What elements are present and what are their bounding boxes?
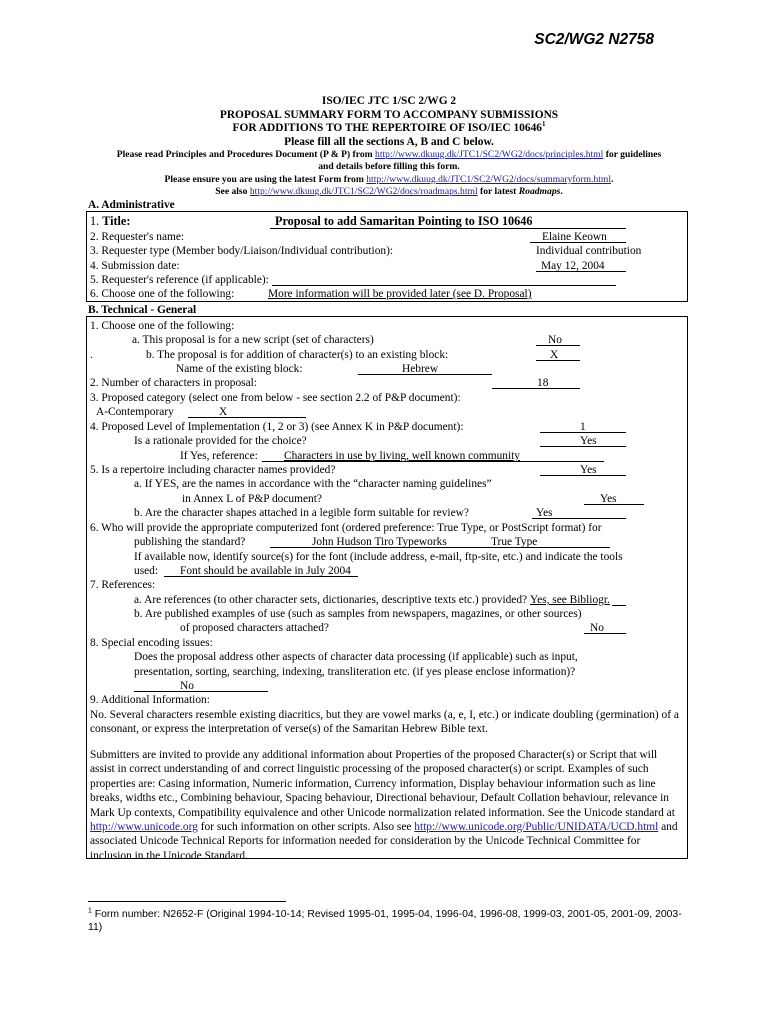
q4-rationale-label: Is a rationale provided for the choice?	[134, 435, 307, 447]
q4-rationale-underline	[540, 446, 626, 447]
q5b-label: b. Are the character shapes attached in a legible form suitable for review?	[134, 507, 469, 519]
q5a-underline	[584, 504, 644, 505]
principles-note: Please read Principles and Procedures Document (P & P) from http://www.dkuug.dk/JTC1/SC2/WG2/docs/principles.html for guidelines	[116, 149, 662, 160]
unicode-link[interactable]: http://www.unicode.org	[90, 821, 198, 834]
q4-reference-underline	[262, 461, 604, 462]
q3-value: X	[219, 406, 228, 418]
q4-rationale-value: Yes	[580, 435, 597, 447]
q3-option: A-Contemporary	[96, 406, 174, 418]
q1b-dot: .	[90, 349, 93, 361]
ucd-link[interactable]: http://www.unicode.org/Public/UNIDATA/UCD.html	[414, 821, 659, 834]
q4-reference-label: If Yes, reference:	[180, 450, 258, 462]
title-underline	[270, 228, 626, 229]
footnote-rule	[88, 901, 286, 902]
header-form-title: PROPOSAL SUMMARY FORM TO ACCOMPANY SUBMISSIONS	[219, 108, 559, 121]
q5b-value: Yes	[536, 507, 553, 519]
existing-block-value: Hebrew	[402, 363, 439, 375]
choose-value: More information will be provided later (see D. Proposal)	[268, 288, 532, 300]
requester-type-value: Individual contribution	[536, 245, 642, 257]
roadmaps-link[interactable]: http://www.dkuug.dk/JTC1/SC2/WG2/docs/roadmaps.html	[249, 186, 478, 198]
q1b-underline	[536, 360, 580, 361]
q6-label-1: 6. Who will provide the appropriate computerized font (ordered preference: True Type, or PostScript format) for	[90, 522, 602, 534]
principles-note-2: and details before filling this form.	[318, 161, 460, 173]
requester-name-underline	[530, 242, 626, 243]
q1b-label: b. The proposal is for addition of character(s) to an existing block:	[146, 349, 449, 361]
principles-link[interactable]: http://www.dkuug.dk/JTC1/SC2/WG2/docs/principles.html	[375, 149, 604, 160]
q8-question-2: presentation, sorting, searching, indexing, transliteration etc. (if yes please enclose information)?	[134, 666, 576, 678]
requester-name-label: 2. Requester's name:	[90, 231, 185, 243]
q4-underline	[540, 432, 626, 433]
q7b-label-1: b. Are published examples of use (such as samples from newspapers, magazines, or other sources)	[134, 608, 582, 620]
q5a-label-2: in Annex L of P&P document?	[182, 493, 322, 505]
q4-reference-value: Characters in use by living, well known community	[284, 450, 520, 462]
submission-date-label: 4. Submission date:	[90, 260, 180, 272]
q1a-value: No	[548, 334, 562, 346]
requester-type-label: 3. Requester type (Member body/Liaison/Individual contribution):	[90, 245, 394, 257]
q7b-underline	[584, 633, 626, 634]
summary-form-link[interactable]: http://www.dkuug.dk/JTC1/SC2/WG2/docs/summaryform.html	[366, 173, 612, 185]
document-number: SC2/WG2 N2758	[534, 31, 654, 48]
footnote-marker: 1	[541, 120, 546, 129]
submission-date-value: May 12, 2004	[541, 260, 605, 272]
footnote: $^1$ Form number: N2652-F (Original 1994-10-14; Revised 1995-01, 1995-04, 1996-04, 1996-08, 1999-03, 2001-05, 2001-09, 2003-11)	[88, 907, 682, 933]
q2-value: 18	[537, 377, 549, 389]
q6-used-value: Font should be available in July 2004	[180, 565, 351, 577]
section-a-heading: A. Administrative	[88, 199, 175, 211]
q3-underline	[188, 417, 306, 418]
existing-block-label: Name of the existing block:	[176, 363, 303, 375]
form-header	[88, 95, 690, 199]
q6-label-2: publishing the standard?	[134, 536, 246, 548]
q5b-underline	[532, 518, 626, 519]
title-label: 1. Title:	[90, 214, 131, 228]
title-value: Proposal to add Samaritan Pointing to ISO 10646	[275, 214, 533, 228]
q6-label-3: If available now, identify source(s) for the font (include address, e-mail, ftp-site, etc.) and indicate the tools	[134, 551, 623, 563]
q1a-label: a. This proposal is for a new script (set of characters)	[132, 334, 374, 346]
q6-font-provider: John Hudson Tiro Typeworks	[312, 536, 447, 548]
header-instruction: Please fill all the sections A, B and C below.	[284, 135, 494, 148]
q7b-value: No	[590, 622, 604, 634]
q4-label: 4. Proposed Level of Implementation (1, 2 or 3) (see Annex K in P&P document):	[90, 421, 464, 433]
existing-block-underline	[358, 374, 492, 375]
q8-underline	[134, 691, 268, 692]
choose-label: 6. Choose one of the following:	[90, 288, 235, 300]
q7a-label: a. Are references (to other character sets, dictionaries, descriptive texts etc.) provided?	[134, 594, 528, 606]
q1-label: 1. Choose one of the following:	[90, 320, 235, 332]
q8-label: 8. Special encoding issues:	[90, 637, 213, 649]
q9-answer: No. Several characters resemble existing diacritics, but they are vowel marks (a, e, I, etc.) or indicate doubling (germination) of a consonant, or express the interpretation of verse(s) of the Samaritan Hebrew Bible text.	[90, 709, 679, 736]
q2-underline	[492, 388, 580, 389]
q7a-value: Yes, see Bibliogr.	[530, 594, 610, 606]
q3-label: 3. Proposed category (select one from below - see section 2.2 of P&P document):	[90, 392, 461, 404]
section-b-heading: B. Technical - General	[88, 304, 197, 316]
q5-value: Yes	[580, 464, 597, 476]
q4-value: 1	[580, 421, 586, 433]
header-committee: ISO/IEC JTC 1/SC 2/WG 2	[321, 95, 457, 107]
requester-reference-underline	[272, 285, 616, 286]
q7-label: 7. References:	[90, 579, 156, 591]
q7b-label-2: of proposed characters attached?	[180, 622, 329, 634]
q7a-underline	[612, 605, 626, 606]
q1b-value: X	[550, 349, 559, 361]
roadmaps-note: See also http://www.dkuug.dk/JTC1/SC2/WG2/docs/roadmaps.html for latest Roadmaps.	[215, 186, 563, 198]
q5a-value: Yes	[600, 493, 617, 505]
q8-value: No	[180, 680, 194, 692]
q1a-underline	[536, 345, 580, 346]
submitters-note: Submitters are invited to provide any additional information about Properties of the proposed Character(s) or Script that will assist in correct understanding of and correct linguistic processing of the proposed character(s) or script. Examples of such properties are: Casing information, Numeric information, Currency information, Display behaviour information such as line breaks, widths etc., Combining behaviour, Spacing behaviour, Directional behaviour, Default Collation behaviour, relevance in Mark Up contexts, Compatibility equivalence and other Unicode normalization related information. See the Unicode standard at http://www.unicode.org for such information on other scripts. Also see http://www.unicode.org/Public/UNIDATA/UCD.html and associated Unicode Technical Reports for information needed for consideration by the Unicode Technical Committee for inclusion in the Unicode Standard.	[90, 749, 678, 862]
submission-date-underline	[536, 271, 626, 272]
q2-label: 2. Number of characters in proposal:	[90, 377, 258, 389]
q6-used-label: used:	[134, 565, 159, 577]
q6-font-format: True Type	[491, 536, 538, 548]
q9-label: 9. Additional Information:	[90, 694, 210, 706]
header-form-subtitle: FOR ADDITIONS TO THE REPERTOIRE OF ISO/IEC 10646$^1$	[232, 120, 546, 134]
q5a-label-1: a. If YES, are the names in accordance with the “character naming guidelines”	[134, 478, 492, 490]
q8-question-1: Does the proposal address other aspects of character data processing (if applicable) such as input,	[134, 651, 578, 663]
q6-underline	[270, 547, 610, 548]
latest-form-note: Please ensure you are using the latest Form from http://www.dkuug.dk/JTC1/SC2/WG2/docs/summaryform.html.	[164, 173, 614, 185]
requester-name-value: Elaine Keown	[542, 231, 607, 243]
requester-reference-label: 5. Requester's reference (if applicable):	[90, 274, 269, 286]
q5-underline	[540, 475, 626, 476]
q5-label: 5. Is a repertoire including character names provided?	[90, 464, 336, 476]
q6-used-underline	[164, 576, 358, 577]
